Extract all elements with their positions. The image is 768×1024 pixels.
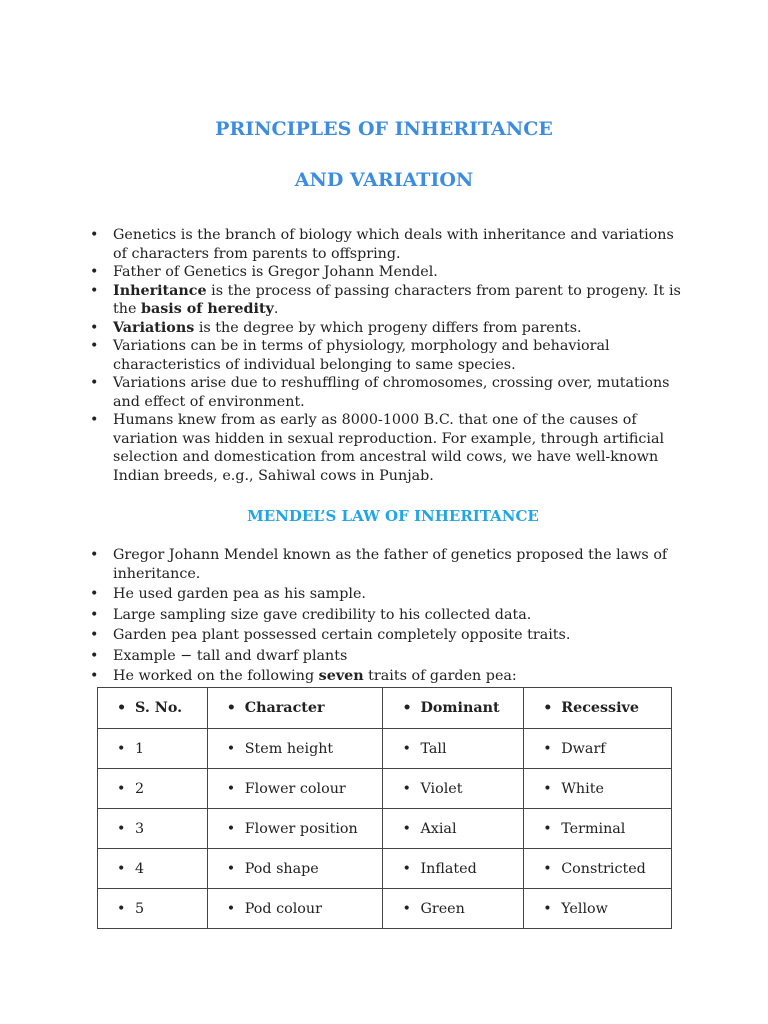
table-cell: • 1 xyxy=(98,729,208,769)
header-cell: • Character xyxy=(207,688,383,729)
table-cell: • Axial xyxy=(383,809,524,849)
cell-value: 4 xyxy=(135,860,145,877)
bold-term: seven xyxy=(318,668,364,684)
text-run: Gregor Johann Mendel known as the father of genetics proposed the laws of inheritance. xyxy=(113,547,668,582)
table-cell: • Violet xyxy=(383,769,524,809)
header-label: S. No. xyxy=(135,700,183,716)
cell-value: Violet xyxy=(420,780,463,797)
table-cell: • Flower colour xyxy=(207,769,383,809)
cell-value: Pod shape xyxy=(244,860,319,877)
table-cell: • Terminal xyxy=(524,809,672,849)
header-cell: • Recessive xyxy=(524,688,672,729)
header-cell: • S. No. xyxy=(98,688,208,729)
text-run: Large sampling size gave credibility to his collected data. xyxy=(113,606,532,623)
text-run: Garden pea plant possessed certain completely opposite traits. xyxy=(113,627,571,643)
traits-table-body xyxy=(98,729,672,929)
list-item xyxy=(90,263,690,282)
table-row xyxy=(98,769,672,809)
text-run: Humans knew from as early as 8000-1000 B.C. that one of the causes of variation was hidden in sexual reproduction. For example, through artificial selection and domestication from ancestral wild cows, we have well-known Indian breeds, e.g., Sahiwal cows in Punjab. xyxy=(113,412,665,484)
list-item xyxy=(90,411,690,485)
table-cell: • Constricted xyxy=(524,849,672,889)
list-item xyxy=(90,585,690,604)
table-cell: • Pod shape xyxy=(207,849,383,889)
cell-value: 2 xyxy=(135,780,145,797)
traits-table xyxy=(97,687,672,929)
bold-term: Inheritance xyxy=(113,282,207,299)
text-run: traits of garden pea: xyxy=(363,668,517,684)
text-run: is the degree by which progeny differs from parents. xyxy=(194,319,582,336)
text-run: He worked on the following xyxy=(113,668,319,684)
cell-value: Flower position xyxy=(244,820,358,837)
table-row xyxy=(98,889,672,929)
text-run: Variations can be in terms of physiology, morphology and behavioral characteristics of individual belonging to same species. xyxy=(113,338,610,373)
text-run: is the process of passing characters from parent to progeny. It is the xyxy=(113,282,681,317)
table-row xyxy=(98,729,672,769)
cell-value: 1 xyxy=(135,740,145,757)
cell-value: Stem height xyxy=(244,740,334,757)
cell-value: Constricted xyxy=(561,860,646,877)
intro-bullet-list xyxy=(90,226,690,485)
list-item xyxy=(90,546,690,583)
header-cell: • Dominant xyxy=(383,688,524,729)
text-run: Example − tall and dwarf plants xyxy=(113,647,348,664)
cell-value: 5 xyxy=(135,900,145,917)
table-cell: • Pod colour xyxy=(207,889,383,929)
traits-table-header-row xyxy=(98,688,672,729)
table-row xyxy=(98,809,672,849)
cell-value: Yellow xyxy=(561,900,608,917)
text-run: Genetics is the branch of biology which deals with inheritance and variations of characters from parents to offspring. xyxy=(113,227,674,262)
cell-value: Pod colour xyxy=(244,900,322,917)
header-label: Recessive xyxy=(561,700,639,716)
bold-term: Variations xyxy=(113,319,195,336)
page-title-line-1: PRINCIPLES OF INHERITANCE xyxy=(215,118,553,140)
mendel-bullet-list xyxy=(90,546,690,688)
table-cell: • Flower position xyxy=(207,809,383,849)
table-cell: • Yellow xyxy=(524,889,672,929)
table-row xyxy=(98,849,672,889)
table-cell: • Stem height xyxy=(207,729,383,769)
header-label: Character xyxy=(244,700,325,716)
cell-value: Inflated xyxy=(420,860,477,877)
table-cell: • 5 xyxy=(98,889,208,929)
mendel-law-heading: MENDEL’S LAW OF INHERITANCE xyxy=(247,507,539,525)
text-run: . xyxy=(273,301,279,317)
cell-value: Axial xyxy=(420,820,457,837)
cell-value: Green xyxy=(420,900,465,917)
text-run: He used garden pea as his sample. xyxy=(113,586,366,602)
table-cell: • 2 xyxy=(98,769,208,809)
list-item xyxy=(90,626,690,645)
table-cell: • Green xyxy=(383,889,524,929)
table-cell: • Inflated xyxy=(383,849,524,889)
text-run: Father of Genetics is Gregor Johann Mendel. xyxy=(113,264,438,280)
header-label: Dominant xyxy=(420,700,500,716)
table-cell: • White xyxy=(524,769,672,809)
list-item xyxy=(90,667,690,686)
table-cell: • 4 xyxy=(98,849,208,889)
bold-term: basis of heredity xyxy=(140,301,274,317)
list-item xyxy=(90,282,690,319)
table-cell: • Dwarf xyxy=(524,729,672,769)
cell-value: Terminal xyxy=(561,820,626,837)
table-cell: • 3 xyxy=(98,809,208,849)
list-item xyxy=(90,319,690,338)
table-cell: • Tall xyxy=(383,729,524,769)
list-item xyxy=(90,606,690,625)
list-item xyxy=(90,337,690,374)
list-item xyxy=(90,226,690,263)
text-run: Variations arise due to reshuffling of chromosomes, crossing over, mutations and effect of environment. xyxy=(113,375,670,410)
page-title-line-2: AND VARIATION xyxy=(294,169,474,191)
cell-value: Tall xyxy=(420,740,447,757)
cell-value: White xyxy=(561,780,604,797)
cell-value: Flower colour xyxy=(244,780,346,797)
cell-value: 3 xyxy=(135,820,145,837)
list-item xyxy=(90,647,690,666)
list-item xyxy=(90,374,690,411)
cell-value: Dwarf xyxy=(561,740,606,757)
